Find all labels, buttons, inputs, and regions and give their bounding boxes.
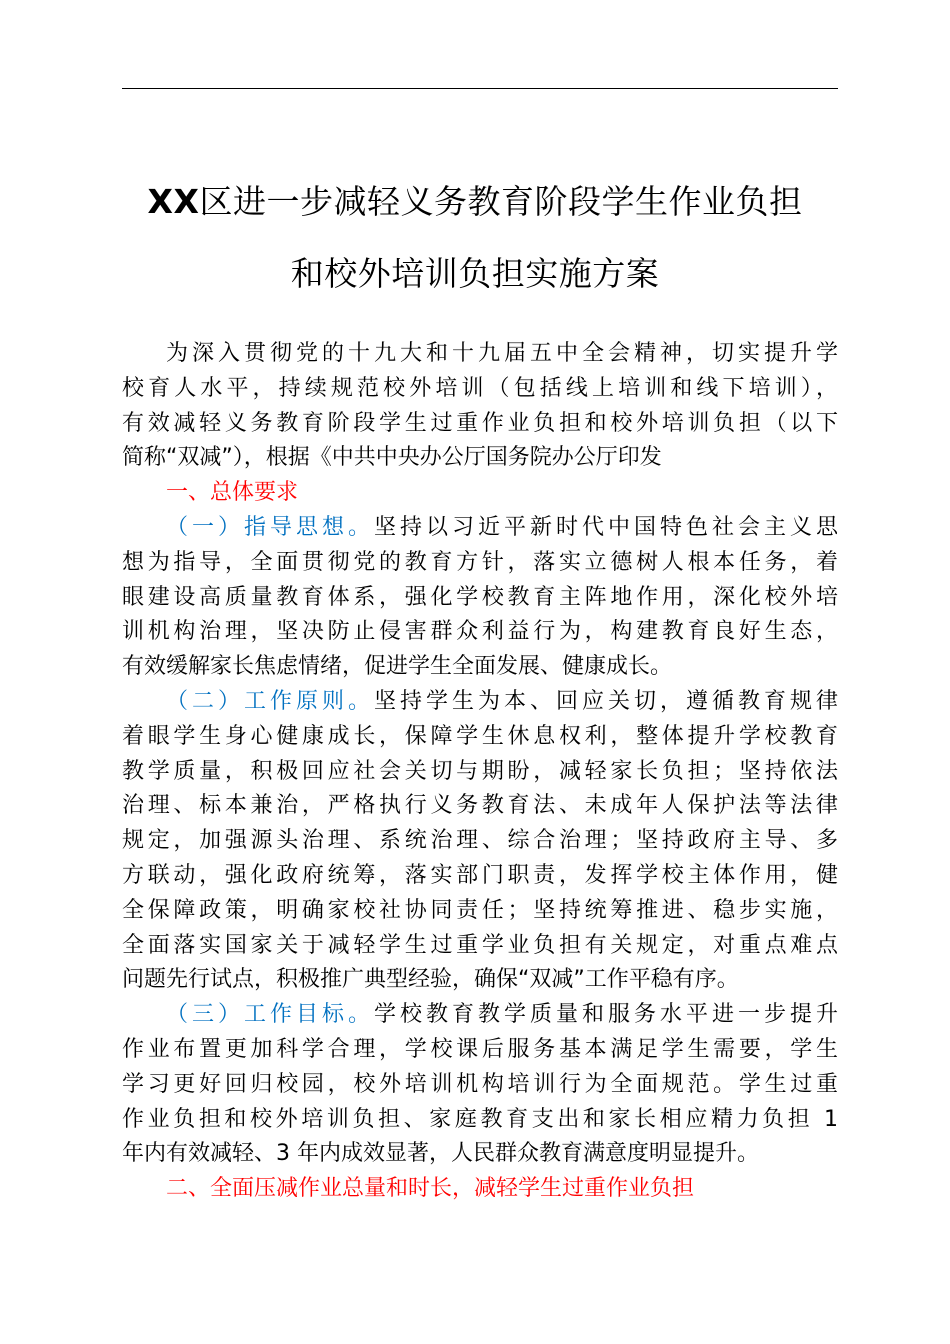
subsection-1-first-line bbox=[122, 511, 838, 546]
intro-line: 校育人水平，持续规范校外培训（包括线上培训和线下培训）， bbox=[122, 375, 838, 401]
document-title-line-1 bbox=[60, 176, 890, 223]
subsection-heading-3: （三）工作目标。 bbox=[166, 1002, 374, 1028]
subsection-2-first-line bbox=[122, 685, 838, 720]
paragraph-line: 全面落实国家关于减轻学生过重学业负担有关规定，对重点难点 bbox=[122, 932, 838, 958]
subsection-heading-2: （二）工作原则。 bbox=[166, 688, 374, 714]
document-body bbox=[122, 337, 838, 1207]
subsection-text: 学校教育教学质量和服务水平进一步提升 bbox=[374, 1002, 838, 1028]
paragraph-line: 年内有效减轻、3 年内成效显著，人民群众教育满意度明显提升。 bbox=[122, 1141, 759, 1167]
title-line-1-text: 区进一步减轻义务教育阶段学生作业负担 bbox=[199, 182, 803, 221]
paragraph-line: 全保障政策，明确家校社协同责任；坚持统筹推进、稳步实施， bbox=[122, 897, 838, 923]
subsection-text: 坚持以习近平新时代中国特色社会主义思 bbox=[374, 514, 838, 540]
intro-line: 为深入贯彻党的十九大和十九届五中全会精神，切实提升学 bbox=[166, 341, 838, 366]
document-title-line-2: 和校外培训负担实施方案 bbox=[290, 254, 660, 293]
intro-line: 有效减轻义务教育阶段学生过重作业负担和校外培训负担（以下 bbox=[122, 410, 838, 436]
paragraph-line: 有效缓解家长焦虑情绪，促进学生全面发展、健康成长。 bbox=[122, 654, 673, 680]
paragraph-line: 治理、标本兼治，严格执行义务教育法、未成年人保护法等法律 bbox=[122, 793, 838, 819]
intro-line: 简称“双减”），根据《中共中央办公厅国务院办公厅印发 bbox=[122, 445, 662, 471]
subsection-3-first-line bbox=[122, 998, 838, 1033]
paragraph-line: 训机构治理，坚决防止侵害群众利益行为，构建教育良好生态， bbox=[122, 619, 838, 645]
section-heading-1: 一、总体要求 bbox=[166, 480, 299, 506]
paragraph-line: 作业负担和校外培训负担、家庭教育支出和家长相应精力负担 1 bbox=[122, 1106, 838, 1132]
paragraph-line: 问题先行试点，积极推广典型经验，确保“双减”工作平稳有序。 bbox=[122, 967, 739, 993]
header-rule bbox=[122, 88, 838, 89]
paragraph-line: 学习更好回归校园，校外培训机构培训行为全面规范。学生过重 bbox=[122, 1071, 838, 1097]
paragraph-line: 作业布置更加科学合理，学校课后服务基本满足学生需要，学生 bbox=[122, 1036, 838, 1062]
section-heading-2: 二、全面压减作业总量和时长，减轻学生过重作业负担 bbox=[166, 1176, 695, 1202]
paragraph-line: 着眼学生身心健康成长，保障学生休息权利，整体提升学校教育 bbox=[122, 723, 838, 749]
paragraph-line: 眼建设高质量教育体系，强化学校教育主阵地作用，深化校外培 bbox=[122, 584, 838, 610]
title-prefix: XX bbox=[147, 182, 200, 221]
subsection-heading-1: （一）指导思想。 bbox=[166, 514, 374, 540]
subsection-text: 坚持学生为本、回应关切，遵循教育规律 bbox=[374, 688, 838, 714]
paragraph-line: 方联动，强化政府统筹，落实部门职责，发挥学校主体作用，健 bbox=[122, 862, 838, 888]
paragraph-line: 规定，加强源头治理、系统治理、综合治理；坚持政府主导、多 bbox=[122, 828, 838, 854]
paragraph-line: 教学质量，积极回应社会关切与期盼，减轻家长负担；坚持依法 bbox=[122, 758, 838, 784]
paragraph-line: 想为指导，全面贯彻党的教育方针，落实立德树人根本任务，着 bbox=[122, 549, 838, 575]
